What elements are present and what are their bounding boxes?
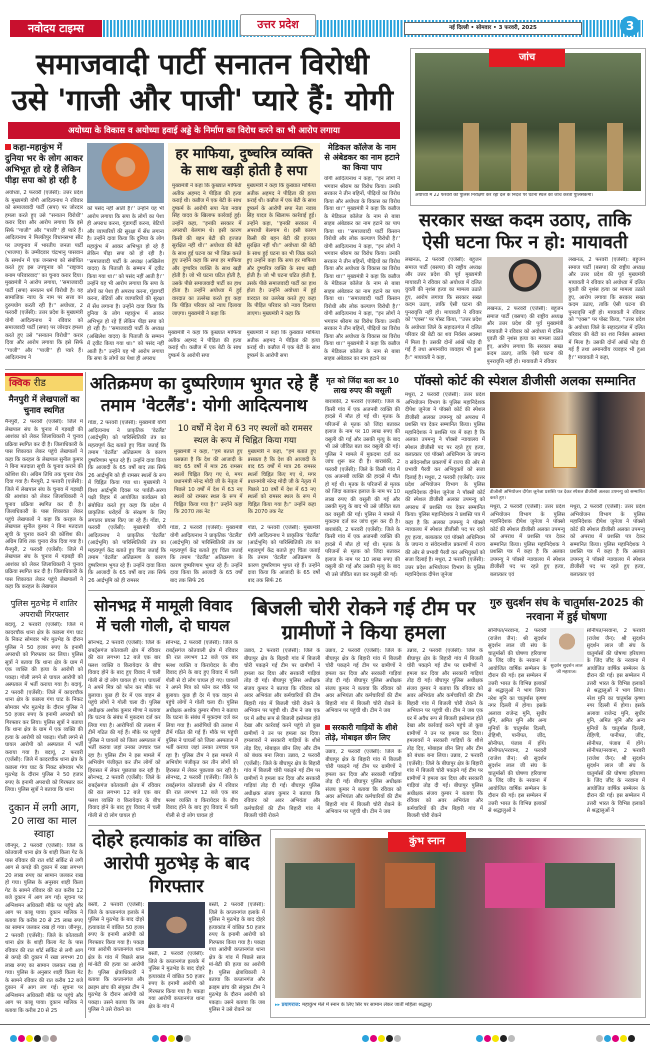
quick-read-body: मैनपुरी, 2 फरवरी (एजेंसी): जिले में लेखपाल संघ के चुनाव में गड़बड़ी की आशंका को लेकर जिलाधिकारी ने चुनाव प्रक्रिया स्थगित कर दी है। जिलाधिकारी के पास शिकायत लेकर पहुंचे लेखपालों ने कहा कि करहल के लेखपाल सुनील कुमार ने बिना मतदाता सूची के चुनाव कराने की कोशिश की। अग्रिम तिथि तक चुनाव रोक दिया गया है। मैनपुरी, 2 फरवरी (एजेंसी): जिले में लेखपाल संघ के चुनाव में गड़बड़ी की आशंका को लेकर जिलाधिकारी ने चुनाव प्रक्रिया स्थगित कर दी है। जिलाधिकारी के पास शिकायत लेकर पहुंचे लेखपालों ने कहा कि करहल के लेखपाल सुनील कुमार ने बिना मतदाता सूची के चुनाव कराने की कोशिश की। अग्रिम तिथि तक चुनाव रोक दिया गया है। मैनपुरी, 2 फरवरी (एजेंसी): जिले में लेखपाल संघ के चुनाव में गड़बड़ी की आशंका को लेकर जिलाधिकारी ने चुनाव प्रक्रिया स्थगित कर दी है। जिलाधिकारी के पास शिकायत लेकर पहुंचे लेखपालों ने कहा कि करहल के लेखपाल — [5, 419, 83, 590]
mayawati-headline: सरकार सख्त कदम उठाए, ताकि ऐसी घटना फिर न हो: मायावती — [418, 210, 632, 253]
pocso-body: मथुरा, 2 फरवरी (एजेंसी): उत्तर प्रदेश अभियोजन विभाग के पुलिस महानिदेशक दीपेश जुनेजा ने पॉक्सो कोर्ट की स्पेशल डीजीसी अलका उपमन्यु को अपराध में प्रशस्ति पत्र देकर सम्मानित किया। पुलिस महानिदेशक ने प्रशस्ति पत्र में कहा है कि अलका उपमन्यु ने पॉक्सो न्यायालय में स्पेशल डीजीसी पद पर रहते हुए हत्या, बलात्कार एवं पॉक्सो अधिनियम के जघन्य व संवेदनशील प्रकरणों में राज्य की ओर से प्रभावी पैरवी कर अभियुक्तों को सजा दिलाई है। मथुरा, 2 फरवरी (एजेंसी): उत्तर प्रदेश अभियोजन विभाग के पुलिस महानिदेशक दीपेश जुनेजा ने पॉक्सो कोर्ट की स्पेशल डीजीसी अलका उपमन्यु को अपराध में प्रशस्ति पत्र देकर सम्मानित किया। पुलिस महानिदेशक ने प्रशस्ति पत्र में कहा है कि अलका उपमन्यु ने पॉक्सो न्यायालय में स्पेशल डीजीसी पद पर रहते हुए हत्या, बलात्कार एवं पॉक्सो अधिनियम के जघन्य व संवेदनशील प्रकरणों में राज्य की ओर से प्रभावी पैरवी कर अभियुक्तों को सजा दिलाई है। मथुरा, 2 फरवरी (एजेंसी): उत्तर प्रदेश अभियोजन विभाग के पुलिस महानिदेशक दीपेश जुनेजा — [405, 392, 485, 578]
fake-death-story — [325, 376, 400, 585]
bijli-columns — [244, 648, 483, 821]
wetland-box-body: मुख्यमंत्री ने कहा, ''हमें बताते हुए प्रसन्नता है कि देश की आजादी के बाद 65 वर्षों में मात्र 26 रामसर स्थलों चिह्नित किए गए थे, मगर प्रधानमंत्री नरेन्द्र मोदी जी के नेतृत्व में पिछले 10 वर्षों में देश में 63 नए स्थलों को रामसर स्थल के रूप में चिह्नित किया गया है।'' उन्होंने कहा कि 2070 तक नेट — [247, 449, 316, 515]
logo: नवोदय टाइम्स — [10, 20, 102, 37]
guru-photo-caption: सुदर्शन सुदर्शन लाल जी महाराज। — [550, 664, 583, 675]
column-divider — [85, 372, 86, 1018]
yogi-photo — [87, 143, 164, 203]
mayawati-body: लखनऊ, 2 फरवरी (एजेंसी): बहुजन समाज पार्टी (बसपा) की राष्ट्रीय अध्यक्ष और उत्तर प्रदेश की पूर्व मुख्यमंत्री मायावती ने रविवार को अयोध्या में दलित युवती की नृशंस हत्या का मामला उठाते हुए, आरोप लगाया कि सरकार सख्त कदम उठाए, ताकि ऐसी घटना की पुनरावृत्ति नहीं हो। मायावती ने रविवार को ''एक्स'' पर पोस्ट किया, ''उत्तर प्रदेश के अयोध्या जिले के सहादतगंज में दलित परिवार की बेटी का शव निर्वस्त्र अवस्था में मिला है। उसकी दोनों आंखें फोड़ दी गई हैं तथा अमानवीय व्यवहार भी हुआ है।'' मायावती ने कहा, — [405, 257, 482, 361]
lead-region — [5, 46, 400, 366]
investigation-photo — [415, 53, 641, 191]
wetland-box-body: मुख्यमंत्री ने कहा, ''हमें बताते हुए प्रसन्नता है कि देश की आजादी के बाद 65 वर्षों में मात्र 26 रामसर स्थलों चिह्नित किए गए थे, मगर प्रधानमंत्री नरेन्द्र मोदी जी के नेतृत्व में पिछले 10 वर्षों में देश में 63 नए स्थलों को रामसर स्थल के रूप में चिह्नित किया गया है।'' उन्होंने कहा कि 2070 तक नेट — [174, 449, 243, 515]
page-number: 3 — [620, 16, 640, 36]
sonbhadra-body: सोनभद्र, 2 फरवरी (एजेंसी): जिले के राबर्ट्सगंज कोतवाली क्षेत्र में रविवार की रात लगभग 12 बजे एक बार फ्लश व्यक्ति व किरायेदार के बीच विवाद होने के बाद हुए विवाद में चली गोली से दो लोग घायल हो गए। घायलों ने अपने मित्र को फोन कर मौके पर बुलाया। कुछ ही देर में एक वाहन से पहुंचे लोगों ने गोली चला दी। पुलिस अधीक्षक अशोक कुमार मीणा ने बताया कि घटना के संबंध में मुकदमा दर्ज कर लिया गया है। आरोपियों की तलाश में टीमें गठित की गई हैं। मौके पर पहुंची पुलिस ने घायलों को जिला अस्पताल में भर्ती कराया जहां उनका उपचार चल रहा है। पुलिस टीम ने इस मामले में अभियोग पंजीकृत कर तीन लोगों को हिरासत में लेकर पूछताछ कर रही है। सोनभद्र, 2 फरवरी (एजेंसी): जिले के राबर्ट्सगंज कोतवाली क्षेत्र में रविवार की रात लगभग 12 बजे एक बार फ्लश व्यक्ति व किरायेदार के बीच विवाद होने के बाद हुए विवाद में चली गोली से दो लोग घायल हो — [88, 640, 161, 819]
color-dots — [476, 1027, 516, 1046]
divider — [88, 825, 645, 826]
handcuff-photo — [148, 902, 204, 948]
lead-col-2 — [87, 143, 164, 366]
mayawati-photo — [487, 257, 564, 303]
mayawati-body: लखनऊ, 2 फरवरी (एजेंसी): बहुजन समाज पार्टी (बसपा) की राष्ट्रीय अध्यक्ष और उत्तर प्रदेश की पूर्व मुख्यमंत्री मायावती ने रविवार को अयोध्या में दलित युवती की नृशंस हत्या का मामला उठाते हुए, आरोप लगाया कि सरकार सख्त कदम उठाए, ताकि ऐसी घटना की पुनरावृत्ति नहीं हो। मायावती ने रविवार को ''एक्स'' पर पोस्ट किया, ''उत्तर प्रदेश के अयोध्या जिले के सहादतगंज में दलित परिवार की बेटी का शव निर्वस्त्र अवस्था में मिला है। उसकी दोनों आंखें फोड़ दी गई हैं तथा अमानवीय व्यवहार भी हुआ है।'' मायावती ने कहा, — [568, 257, 646, 361]
color-dots — [362, 1027, 402, 1046]
bullet-icon — [325, 725, 330, 730]
bullet-icon — [5, 144, 11, 150]
divider — [88, 590, 645, 591]
wetland-body: गोंडा, 2 फरवरी (एजेंसी): मुख्यमंत्री योगी आदित्यनाथ ने प्राकृतिक 'वेटलैंड' (आर्द्रभूमि) को पारिस्थितिकी तंत्र का महत्वपूर्ण केंद्र बताते हुए चिंता जताई कि तमाम 'वेटलैंड' अतिक्रमण के कारण दुष्परिणाम भुगत रहे हैं। उन्होंने दावा किया कि आजादी के 65 वर्षों बाद तक सिर्फ 26 आर्द्रभूमि को ही रामसर स्थलों के रूप में चिह्नित किया गया था। मुख्यमंत्री ने विश्व आर्द्रभूमि दिवस पर पार्वती-अरगा पक्षी विहार में आयोजित कार्यक्रम को संबोधित करते हुए कहा कि प्रदेश में प्राकृतिक धरोहरों के संरक्षण के लिए लगातार प्रयास किए जा रहे हैं। गोंडा, 2 फरवरी (एजेंसी): मुख्यमंत्री योगी आदित्यनाथ ने प्राकृतिक 'वेटलैंड' (आर्द्रभूमि) को पारिस्थितिकी तंत्र का महत्वपूर्ण केंद्र बताते हुए चिंता जताई कि तमाम 'वेटलैंड' अतिक्रमण के कारण दुष्परिणाम भुगत रहे हैं। उन्होंने दावा किया कि आजादी के 65 वर्षों बाद तक सिर्फ 26 आर्द्रभूमि को ही रामसर — [88, 420, 166, 584]
quick-read-title: क्विक रीड — [5, 373, 83, 391]
lead-columns — [5, 143, 400, 366]
wetland-lower-columns — [170, 525, 320, 585]
dateline: नई दिल्ली • सोमवार • 3 फरवरी, 2025 — [404, 22, 582, 35]
box-story — [168, 143, 320, 327]
wetland-columns — [88, 420, 320, 585]
mayawati-story — [405, 210, 645, 366]
pocso-story — [405, 373, 645, 585]
mayawati-col-2 — [487, 257, 564, 366]
bijli-body: उन्नाव, 2 फरवरी (एजेंसी): जिले के बीघापुर क्षेत्र के बिहारी गांव में बिजली चोरी पकड़ने गई टीम पर ग्रामीणों ने हमला कर दिया और सरकारी गाड़ियां तोड़ दी गईं। बीघापुर पुलिस अधीक्षक संजय कुमार ने बताया कि रविवार को अवर अभियंता और कर्मचारियों की टीम बिहारी गांव में बिजली चोरी रोकने के अभियान पर पहुंची थी। टीम ने जब एक घर में अवैध रूप से बिजली इस्तेमाल होते देखा और कार्रवाई करने पहुंचे तो कुछ ग्रामीणों ने उन पर हमला कर दिया। हमलावरों ने सरकारी गाड़ियों के शीशे तोड़ दिए, मोबाइल छीन लिए और टीम को बंधक बना लिया। उन्नाव, 2 फरवरी (एजेंसी): जिले के बीघापुर क्षेत्र के बिहारी गांव में बिजली चोरी पकड़ने गई टीम पर ग्रामीणों ने हमला कर दिया और सरकारी गाड़ियां तोड़ दी गईं। बीघापुर पुलिस अधीक्षक संजय कुमार ने बताया कि रविवार को अवर अभियंता और कर्मचारियों की टीम बिहारी गांव में बिजली चोरी रोकने — [244, 648, 321, 819]
murder-col-2 — [148, 902, 204, 1018]
lead-col-3 — [168, 143, 320, 366]
guru-photo — [550, 628, 584, 662]
bijli-body-2: उन्नाव, 2 फरवरी (एजेंसी): जिले के बीघापुर क्षेत्र के बिहारी गांव में बिजली चोरी पकड़ने गई टीम पर ग्रामीणों ने हमला कर दिया और सरकारी गाड़ियां तोड़ दी गईं। बीघापुर पुलिस अधीक्षक संजय कुमार ने बताया कि रविवार को अवर अभियंता और कर्मचारियों की टीम बिहारी गांव में बिजली चोरी रोकने के अभियान पर पहुंची थी। टीम ने जब — [325, 648, 402, 714]
pocso-headline: पॉक्सो कोर्ट की स्पेशल डीजीसी अलका सम्मानित — [414, 373, 636, 388]
police-figures — [445, 123, 635, 191]
murder-columns — [88, 902, 265, 1018]
masthead — [8, 14, 642, 42]
tag-kumbh-snan: कुंभ स्नान — [388, 832, 466, 852]
color-dots — [10, 1027, 58, 1046]
pocso-body-2: मथुरा, 2 फरवरी (एजेंसी): उत्तर प्रदेश अभियोजन विभाग के पुलिस महानिदेशक दीपेश जुनेजा ने पॉक्सो कोर्ट की स्पेशल डीजीसी अलका उपमन्यु को अपराध में प्रशस्ति पत्र देकर सम्मानित किया। पुलिस महानिदेशक ने प्रशस्ति पत्र में कहा है कि अलका उपमन्यु ने पॉक्सो न्यायालय में स्पेशल डीजीसी पद पर रहते हुए हत्या, बलात्कार एवं — [570, 504, 645, 578]
sonbhadra-story — [88, 596, 238, 821]
wetland-story — [88, 373, 320, 585]
kumbh-caption: ▸▸ प्रयागराज: महाकुंभ मेले में स्नान के लिए सिर पर सामान लेकर जातीं महिला श्रद्धालु। — [275, 1002, 433, 1008]
mayawati-columns — [405, 257, 645, 366]
tag-jaanch: जांच — [489, 49, 565, 67]
lead-headline-1: समाजवादी पार्टी सनातन विरोधी — [35, 47, 370, 81]
murder-headline: दोहरे हत्याकांड का वांछित आरोपी मुठभेड़ के बाद गिरफ्तार — [92, 830, 261, 897]
certificate — [553, 434, 577, 468]
lead-highlight: कहा-महाकुंभ में दुनिया भर के लोग आकर अभिभूत हो रहे हैं लेकिन पीड़ा सपा को हो रही है — [5, 143, 83, 186]
wetland-body-2: गोंडा, 2 फरवरी (एजेंसी): मुख्यमंत्री योगी आदित्यनाथ ने प्राकृतिक 'वेटलैंड' (आर्द्रभूमि) को पारिस्थितिकी तंत्र का महत्वपूर्ण केंद्र बताते हुए चिंता जताई कि तमाम 'वेटलैंड' अतिक्रमण के कारण दुष्परिणाम भुगत रहे हैं। उन्होंने दावा किया कि आजादी के 65 वर्षों बाद तक सिर्फ 26 — [247, 525, 320, 584]
box-story-body: मुख्यमंत्री ने कहा कि कुख्यात माफिया अतीक अहमद ने पीड़िता की हत्या कराई थी। कन्नौज में एक बेटी के साथ दुष्कर्म के आरोपी सपा नेता नवाब सिंह यादव के खिलाफ कार्रवाई हुई। उन्होंने कहा, ''इनकी सरकार में अपराधी बेलगाम थे। इसी कारण किसी की बहन बेटी की इज्जत सुरक्षित नहीं थी।'' अयोध्या की बेटी के साथ हुई घटना का भी जिक्र करते हुए उन्होंने कहा कि सपा हर माफिया और दुष्चरित्र व्यक्ति के साथ खड़ी होती है। जो भी घटना घटित होती है, उसके पीछे समाजवादी पार्टी का हाथ होता है। उन्होंने अयोध्या में हुई वारदात का उल्लेख करते हुए कहा कि पीड़ित परिवार को न्याय दिलाया जाएगा। मुख्यमंत्री ने कहा कि — [246, 183, 316, 317]
wetland-box — [170, 420, 320, 522]
pocso-lower-columns — [490, 504, 645, 585]
sonbhadra-body: सोनभद्र, 2 फरवरी (एजेंसी): जिले के राबर्ट्सगंज कोतवाली क्षेत्र में रविवार की रात लगभग 12 बजे एक बार फ्लश व्यक्ति व किरायेदार के बीच विवाद होने के बाद हुए विवाद में चली गोली से दो लोग घायल हो गए। घायलों ने अपने मित्र को फोन कर मौके पर बुलाया। कुछ ही देर में एक वाहन से पहुंचे लोगों ने गोली चला दी। पुलिस अधीक्षक अशोक कुमार मीणा ने बताया कि घटना के संबंध में मुकदमा दर्ज कर लिया गया है। आरोपियों की तलाश में टीमें गठित की गई हैं। मौके पर पहुंची पुलिस ने घायलों को जिला अस्पताल में भर्ती कराया जहां उनका उपचार चल रहा है। पुलिस टीम ने इस मामले में अभियोग पंजीकृत कर तीन लोगों को हिरासत में लेकर पूछताछ कर रही है। सोनभद्र, 2 फरवरी (एजेंसी): जिले के राबर्ट्सगंज कोतवाली क्षेत्र में रविवार की रात लगभग 12 बजे एक बार फ्लश व्यक्ति व किरायेदार के बीच विवाद होने के बाद हुए विवाद में चली गोली से दो लोग घायल हो — [165, 640, 238, 819]
pocso-columns — [405, 392, 645, 585]
quick-read — [5, 373, 83, 1018]
section-tab: उत्तर प्रदेश — [240, 14, 316, 36]
medical-college-story — [324, 143, 400, 366]
fake-death-headline: मृत को जिंदा बता कर 10 लाख रुपए की वसूली — [326, 376, 399, 395]
pocso-right — [490, 392, 645, 585]
box-story-overflow-columns — [168, 330, 320, 366]
sonbhadra-headline: सोनभद्र में मामूली विवाद में चली गोली, दो घायल — [93, 597, 233, 635]
guru-headline: गुरु सुदर्शन संघ के चातुर्मास-2025 की नरवाना में हुई घोषणा — [489, 597, 644, 623]
murder-story — [88, 829, 265, 1018]
wetland-body-2: गोंडा, 2 फरवरी (एजेंसी): मुख्यमंत्री योगी आदित्यनाथ ने प्राकृतिक 'वेटलैंड' (आर्द्रभूमि) को पारिस्थितिकी तंत्र का महत्वपूर्ण केंद्र बताते हुए चिंता जताई कि तमाम 'वेटलैंड' अतिक्रमण के कारण दुष्परिणाम भुगत रहे हैं। उन्होंने दावा किया कि आजादी के 65 वर्षों बाद तक सिर्फ 26 — [170, 525, 243, 584]
medical-headline: मेडिकल कॉलेज के नाम से अंबेडकर का नाम हटाने का किया पाप — [324, 143, 400, 172]
lead-body-continued: को पसंद नहीं आती है।'' उन्होंने यह भी आरोप लगाया कि सपा के लोगों का पेशा ही अपराध करना, गुंडागर्दी करना, बेटियों और व्यापारियों की सुरक्षा में सेंध लगाना है। उन्होंने दावा किया कि दुनिया के लोग महाकुंभ में आकर अभिभूत हो रहे हैं लेकिन पीड़ा सपा को हो रही है। ''समाजवादी पार्टी के अध्यक्ष (अखिलेश यादव) के पिताजी के सम्मान में ट्वीट किया गया था।'' को पसंद नहीं आती है।'' उन्होंने यह भी आरोप लगाया कि सपा के लोगों का पेशा ही अपराध करना, गुंडागर्दी करना, बेटियों और व्यापारियों की सुरक्षा में सेंध लगाना है। उन्होंने दावा किया कि दुनिया के लोग महाकुंभ में आकर अभिभूत हो रहे हैं लेकिन पीड़ा सपा को हो रही है। ''समाजवादी पार्टी के अध्यक्ष (अखिलेश यादव) के पिताजी के सम्मान में ट्वीट किया गया था।'' को पसंद नहीं आती है।'' उन्होंने यह भी आरोप लगाया कि सपा के लोगों का पेशा ही अपराध — [87, 206, 164, 362]
guru-columns — [488, 628, 645, 821]
pocso-body-2: मथुरा, 2 फरवरी (एजेंसी): उत्तर प्रदेश अभियोजन विभाग के पुलिस महानिदेशक दीपेश जुनेजा ने पॉक्सो कोर्ट की स्पेशल डीजीसी अलका उपमन्यु को अपराध में प्रशस्ति पत्र देकर सम्मानित किया। पुलिस महानिदेशक ने प्रशस्ति पत्र में कहा है कि अलका उपमन्यु ने पॉक्सो न्यायालय में स्पेशल डीजीसी पद पर रहते हुए हत्या, बलात्कार एवं — [490, 504, 565, 578]
wetland-box-columns — [174, 449, 316, 519]
kumbh-photo-frame — [270, 829, 646, 1018]
lead-col-1 — [5, 143, 83, 366]
bijli-side-headline: सरकारी गाड़ियों के शीशे तोड़े, मोबाइल छीन लिए — [325, 720, 401, 746]
color-dots — [152, 1027, 192, 1046]
box-story-columns — [172, 183, 316, 324]
kumbh-photo — [275, 838, 641, 998]
sonbhadra-columns — [88, 640, 238, 821]
quick-read-headline: पुलिस मुठभेड़ में शातिर अपराधी गिरफ्तार — [10, 599, 78, 620]
lead-body: अयोध्या, 2 फरवरी (एजेंसी): उत्तर प्रदेश के मुख्यमंत्री योगी आदित्यनाथ ने रविवार को समाजवादी पार्टी (सपा) पर जोरदार हमला करते हुए उसे ''सनातन विरोधी'' करार दिया और आरोप लगाया कि इसे सिर्फ ''गाजी'' और ''पाजी'' ही प्यारे हैं। आदित्यनाथ ने मिल्कीपुर विधानसभा सीट पर उपचुनाव में भारतीय जनता पार्टी (भाजपा) के उम्मीदवार चंद्रभानु पासवान के समर्थन में एक जनसभा को संबोधित करते हुए इस उपचुनाव को ''राष्ट्रवाद बनाम परिवारवाद'' का चुनाव करार दिया। मुख्यमंत्री ने आरोप लगाया, ''समाजवादी पार्टी (सपा) सनातन धर्म विरोधी है। यह सामाजिक न्याय के नाम पर सत्ता का दुरुपयोग करती रही है।'' अयोध्या, 2 फरवरी (एजेंसी): उत्तर प्रदेश के मुख्यमंत्री योगी आदित्यनाथ ने रविवार को समाजवादी पार्टी (सपा) पर जोरदार हमला करते हुए उसे ''सनातन विरोधी'' करार दिया और आरोप लगाया कि इसे सिर्फ ''गाजी'' और ''पाजी'' ही प्यारे हैं। आदित्यनाथ ने — [5, 190, 83, 361]
guru-story — [488, 596, 645, 821]
quick-read-headline: दुकान में लगी आग, 20 लाख का माल स्वाहा — [8, 802, 80, 840]
pocso-award-photo — [490, 392, 645, 488]
box-story-body-overflow: मुख्यमंत्री ने कहा कि कुख्यात माफिया अतीक अहमद ने पीड़िता की हत्या कराई थी। कन्नौज में एक बेटी के साथ दुष्कर्म के आरोपी सपा — [246, 330, 320, 359]
color-dots — [596, 1027, 636, 1046]
color-registration-marks — [0, 1024, 650, 1034]
wetland-headline: अतिक्रमण का दुष्परिणाम भुगत रहे हैं तमाम 'वेटलैंड': योगी आदित्यनाथ — [89, 374, 319, 416]
murder-body: बस्ती, 2 फरवरी (एजेंसी): जिले के कप्तानगंज इलाके में पुलिस ने मुठभेड़ के बाद दोहरे हत्याकांड में वांछित 50 हजार रुपए के इनामी आरोपी को गिरफ्तार किया गया है। पकड़ा गया आरोपी कप्तानगंज थाना क्षेत्र के गांव में पिछले साल मां-बेटी की हत्या का आरोपी है। पुलिस क्षेत्राधिकारी ने बताया कि कप्तानगंज और क्राइम ब्रांच की संयुक्त टीम ने मुठभेड़ के दौरान आरोपी को पकड़ा। उसने बताया कि जब पुलिस ने उसे रोकने का — [88, 902, 145, 1013]
divider — [5, 369, 645, 370]
guru-photo-column — [550, 628, 584, 821]
bundles — [285, 863, 630, 908]
quick-read-headline: मैनपुरी में लेखपालों का चुनाव स्थगित — [8, 395, 80, 416]
bijli-story — [244, 596, 483, 821]
arrow-icon: ▸▸ — [275, 1002, 281, 1008]
murder-body: बस्ती, 2 फरवरी (एजेंसी): जिले के कप्तानगंज इलाके में पुलिस ने मुठभेड़ के बाद दोहरे हत्याकांड में वांछित 50 हजार रुपए के इनामी आरोपी को गिरफ्तार किया गया है। पकड़ा गया आरोपी कप्तानगंज थाना क्षेत्र के गांव में — [148, 951, 205, 1010]
lead-strap: अयोध्या के विकास व अयोध्या हवाई अड्डे के निर्माण का विरोध करने का भी आरोप लगाया — [8, 122, 400, 139]
top-photo-caption: अयोध्या में 22 फरवरी को पुलिस निरीक्षण कर रहा दल के निर्देश पर घटना स्थल की जांच करती पुलिसकर्मी। — [415, 193, 594, 198]
bijli-headline: बिजली चोरी रोकने गई टीम पर ग्रामीणों ने किया हमला — [251, 596, 476, 644]
box-story-body: मुख्यमंत्री ने कहा कि कुख्यात माफिया अतीक अहमद ने पीड़िता की हत्या कराई थी। कन्नौज में एक बेटी के साथ दुष्कर्म के आरोपी सपा नेता नवाब सिंह यादव के खिलाफ कार्रवाई हुई। उन्होंने कहा, ''इनकी सरकार में अपराधी बेलगाम थे। इसी कारण किसी की बहन बेटी की इज्जत सुरक्षित नहीं थी।'' अयोध्या की बेटी के साथ हुई घटना का भी जिक्र करते हुए उन्होंने कहा कि सपा हर माफिया और दुष्चरित्र व्यक्ति के साथ खड़ी होती है। जो भी घटना घटित होती है, उसके पीछे समाजवादी पार्टी का हाथ होता है। उन्होंने अयोध्या में हुई वारदात का उल्लेख करते हुए कहा कि पीड़ित परिवार को न्याय दिलाया जाएगा। मुख्यमंत्री ने कहा कि — [172, 183, 242, 317]
fake-death-body: बाराबंकी, 2 फरवरी (एजेंसी): जिले के किसी गांव में एक अजनबी व्यक्ति की हादसे में मौत हो गई थी। मृतक के परिजनों से मृतक को जिंदा बताकर इलाज के नाम पर 10 लाख रुपए की वसूली की गई और उसकी मृत्यु के बाद भी उसे जीवित बता कर वसूली की गई। पुलिस ने मामले में मुकदमा दर्ज कर जांच शुरू कर दी है। बाराबंकी, 2 फरवरी (एजेंसी): जिले के किसी गांव में एक अजनबी व्यक्ति की हादसे में मौत हो गई थी। मृतक के परिजनों से मृतक को जिंदा बताकर इलाज के नाम पर 10 लाख रुपए की वसूली की गई और उसकी मृत्यु के बाद भी उसे जीवित बता कर वसूली की गई। पुलिस ने मामले में मुकदमा दर्ज कर जांच शुरू कर दी है। बाराबंकी, 2 फरवरी (एजेंसी): जिले के किसी गांव में एक अजनबी व्यक्ति की हादसे में मौत हो गई थी। मृतक के परिजनों से मृतक को जिंदा बताकर इलाज के नाम पर 10 लाख रुपए की वसूली की गई और उसकी मृत्यु के बाद भी उसे जीवित बता कर वसूली की गई। — [325, 399, 400, 578]
box-story-headline: हर माफिया, दुष्चरित्र व्यक्ति के साथ खड़ी होती है सपा — [175, 146, 313, 179]
wetland-right — [170, 420, 320, 585]
murder-body: बस्ती, 2 फरवरी (एजेंसी): जिले के कप्तानगंज इलाके में पुलिस ने मुठभेड़ के बाद दोहरे हत्याकांड में वांछित 50 हजार रुपए के इनामी आरोपी को गिरफ्तार किया गया है। पकड़ा गया आरोपी कप्तानगंज थाना क्षेत्र के गांव में पिछले साल मां-बेटी की हत्या का आरोपी है। पुलिस क्षेत्राधिकारी ने बताया कि कप्तानगंज और क्राइम ब्रांच की संयुक्त टीम ने मुठभेड़ के दौरान आरोपी को पकड़ा। उसने बताया कि जब पुलिस ने उसे रोकने का — [208, 902, 265, 1013]
bijli-body-3: उन्नाव, 2 फरवरी (एजेंसी): जिले के बीघापुर क्षेत्र के बिहारी गांव में बिजली चोरी पकड़ने गई टीम पर ग्रामीणों ने हमला कर दिया और सरकारी गाड़ियां तोड़ दी गईं। बीघापुर पुलिस अधीक्षक संजय कुमार ने बताया कि रविवार को अवर अभियंता और कर्मचारियों की टीम बिहारी गांव में बिजली चोरी रोकने के अभियान पर पहुंची थी। टीम ने जब — [325, 749, 402, 815]
mayawati-body: लखनऊ, 2 फरवरी (एजेंसी): बहुजन समाज पार्टी (बसपा) की राष्ट्रीय अध्यक्ष और उत्तर प्रदेश की पूर्व मुख्यमंत्री मायावती ने रविवार को अयोध्या में दलित युवती की नृशंस हत्या का मामला उठाते हुए, आरोप लगाया कि सरकार सख्त कदम उठाए, ताकि ऐसी घटना की पुनरावृत्ति नहीं हो। मायावती ने रविवार — [486, 306, 564, 365]
pocso-caption: डीजीसी अभियोजन दीपेश जुनेजा प्रशस्ति पत्र देकर स्पेशल डीजीसी अलका उपमन्यु को सम्मानित करते हुए। — [490, 490, 645, 501]
medical-body: योगी आदित्यनाथ ने कहा, ''इन लोगों ने भगवान श्रीराम का विरोध किया। उनकी सरकार ने तीन बहिनों, पीढ़ियों का विरोध किया और अयोध्या के विकास का विरोध किया था।'' मुख्यमंत्री ने कहा कि कन्नौज के मेडिकल कॉलेज के नाम से बाबा साहब अंबेडकर का नाम हटाने का पाप किया था। ''समाजवादी पार्टी किसान विरोधी और लोक कल्याण विरोधी है।'' योगी आदित्यनाथ ने कहा, ''इन लोगों ने भगवान श्रीराम का विरोध किया। उनकी सरकार ने तीन बहिनों, पीढ़ियों का विरोध किया और अयोध्या के विकास का विरोध किया था।'' मुख्यमंत्री ने कहा कि कन्नौज के मेडिकल कॉलेज के नाम से बाबा साहब अंबेडकर का नाम हटाने का पाप किया था। ''समाजवादी पार्टी किसान विरोधी और लोक कल्याण विरोधी है।'' योगी आदित्यनाथ ने कहा, ''इन लोगों ने भगवान श्रीराम का विरोध किया। उनकी सरकार ने तीन बहिनों, पीढ़ियों का विरोध किया और अयोध्या के विकास का विरोध किया था।'' मुख्यमंत्री ने कहा कि कन्नौज के मेडिकल कॉलेज के नाम से बाबा साहब अंबेडकर का नाम हटाने का — [324, 176, 400, 362]
quick-read-body: जौनपुर, 2 फरवरी (एजेंसी): जिले के कोतवाली थाना क्षेत्र के शाही किला गेट के पास रविवार की रात शॉर्ट सर्किट से लगी आग से कपड़े की दुकान में रखा लगभग 20 लाख रुपए का सामान जलकर राख हो गया। पुलिस के अनुसार शाही किला गेट के सामने रविवार की रात करीब 12 बजे दुकान में आग लग गई। सूचना पर अग्निशमन अधिकारी मौके पर पहुंचे और आग पर काबू पाया। दुकान मालिक ने बताया कि करीब 20 से 25 लाख रुपए का सामान जलकर राख हो गया। जौनपुर, 2 फरवरी (एजेंसी): जिले के कोतवाली थाना क्षेत्र के शाही किला गेट के पास रविवार की रात शॉर्ट सर्किट से लगी आग से कपड़े की दुकान में रखा लगभग 20 लाख रुपए का सामान जलकर राख हो गया। पुलिस के अनुसार शाही किला गेट के सामने रविवार की रात करीब 12 बजे दुकान में आग लग गई। सूचना पर अग्निशमन अधिकारी मौके पर पहुंचे और आग पर काबू पाया। दुकान मालिक ने बताया कि करीब 20 से 25 — [5, 842, 83, 1014]
bijli-body-4: उन्नाव, 2 फरवरी (एजेंसी): जिले के बीघापुर क्षेत्र के बिहारी गांव में बिजली चोरी पकड़ने गई टीम पर ग्रामीणों ने हमला कर दिया और सरकारी गाड़ियां तोड़ दी गईं। बीघापुर पुलिस अधीक्षक संजय कुमार ने बताया कि रविवार को अवर अभियंता और कर्मचारियों की टीम बिहारी गांव में बिजली चोरी रोकने के अभियान पर पहुंची थी। टीम ने जब एक घर में अवैध रूप से बिजली इस्तेमाल होते देखा और कार्रवाई करने पहुंचे तो कुछ ग्रामीणों ने उन पर हमला कर दिया। हमलावरों ने सरकारी गाड़ियों के शीशे तोड़ दिए, मोबाइल छीन लिए और टीम को बंधक बना लिया। उन्नाव, 2 फरवरी (एजेंसी): जिले के बीघापुर क्षेत्र के बिहारी गांव में बिजली चोरी पकड़ने गई टीम पर ग्रामीणों ने हमला कर दिया और सरकारी गाड़ियां तोड़ दी गईं। बीघापुर पुलिस अधीक्षक संजय कुमार ने बताया कि रविवार को अवर अभियंता और कर्मचारियों की टीम बिहारी गांव में बिजली चोरी रोकने — [406, 648, 483, 819]
guru-body: सोनीपत/नरवाना, 2 फरवरी (राजेश जैन): श्री सुदर्शन सुदर्शन लाल जी संघ के चातुर्मासों की घोषणा हरियाणा के जिंद जींद के नरवाना में आयोजित वार्षिक सम्मेलन के दौरान की गई। इस सम्मेलन में उत्तरी भारत के विभिन्न इलाकों से श्रद्धालुओं ने भाग लिया। नरेश मुनि का चातुर्मास कृष्णा नगर दिल्ली में होगा। इसके अलावा राजेन्द्र मुनि, सुधीर मुनि, अमित मुनि और अन्य मुनियों के चातुर्मास दिल्ली, रोहिणी, पानीपत, जींद, सोनीपत, पंजाब में होंगे। सोनीपत/नरवाना, 2 फरवरी (राजेश जैन): श्री सुदर्शन सुदर्शन लाल जी संघ के चातुर्मासों की घोषणा हरियाणा के जिंद जींद के नरवाना में आयोजित वार्षिक सम्मेलन के दौरान की गई। इस सम्मेलन में उत्तरी भारत के विभिन्न इलाकों से श्रद्धालुओं ने — [488, 628, 547, 814]
wetland-subheadline: 10 वर्षों में देश में 63 नए स्थलों को रामसर स्थल के रूप में चिह्नित किया गया — [177, 424, 313, 446]
bijli-col-2 — [325, 648, 401, 821]
guru-body-2: सोनीपत/नरवाना, 2 फरवरी (राजेश जैन): श्री सुदर्शन सुदर्शन लाल जी संघ के चातुर्मासों की घोषणा हरियाणा के जिंद जींद के नरवाना में आयोजित वार्षिक सम्मेलन के दौरान की गई। इस सम्मेलन में उत्तरी भारत के विभिन्न इलाकों से श्रद्धालुओं ने भाग लिया। नरेश मुनि का चातुर्मास कृष्णा नगर दिल्ली में होगा। इसके अलावा राजेन्द्र मुनि, सुधीर मुनि, अमित मुनि और अन्य मुनियों के चातुर्मास दिल्ली, रोहिणी, पानीपत, जींद, सोनीपत, पंजाब में होंगे। सोनीपत/नरवाना, 2 फरवरी (राजेश जैन): श्री सुदर्शन सुदर्शन लाल जी संघ के चातुर्मासों की घोषणा हरियाणा के जिंद जींद के नरवाना में आयोजित वार्षिक सम्मेलन के दौरान की गई। इस सम्मेलन में उत्तरी भारत के विभिन्न इलाकों से श्रद्धालुओं ने — [586, 628, 645, 814]
top-photo-frame — [410, 48, 646, 206]
lead-headline-2: उसे 'गाजी और पाजी' प्यारे हैं: योगी — [11, 83, 394, 117]
box-story-body-overflow: मुख्यमंत्री ने कहा कि कुख्यात माफिया अतीक अहमद ने पीड़िता की हत्या कराई थी। कन्नौज में एक बेटी के साथ दुष्कर्म के आरोपी सपा — [168, 330, 242, 359]
quick-read-body: बदायूं, 2 फरवरी (एजेंसी): जिले में कादरचौक थाना क्षेत्र के कछला गंगा घाट के निकट सोमवार भोर मुठभेड़ के दौरान पुलिस ने 50 हजार रुपए के इनामी अपराधी को गिरफ्तार कर लिया। पुलिस सूत्रों ने बताया कि थाना क्षेत्र के ग्राम में एक व्यक्ति की हत्या के आरोपी को पकड़ा। गोली लगने से घायल आरोपी को अस्पताल में भर्ती कराया गया है। बदायूं, 2 फरवरी (एजेंसी): जिले में कादरचौक थाना क्षेत्र के कछला गंगा घाट के निकट सोमवार भोर मुठभेड़ के दौरान पुलिस ने 50 हजार रुपए के इनामी अपराधी को गिरफ्तार कर लिया। पुलिस सूत्रों ने बताया कि थाना क्षेत्र के ग्राम में एक व्यक्ति की हत्या के आरोपी को पकड़ा। गोली लगने से घायल आरोपी को अस्पताल में भर्ती कराया गया है। बदायूं, 2 फरवरी (एजेंसी): जिले में कादरचौक थाना क्षेत्र के कछला गंगा घाट के निकट सोमवार भोर मुठभेड़ के दौरान पुलिस ने 50 हजार रुपए के इनामी अपराधी को गिरफ्तार कर लिया। पुलिस सूत्रों ने बताया कि थाना — [5, 622, 83, 794]
